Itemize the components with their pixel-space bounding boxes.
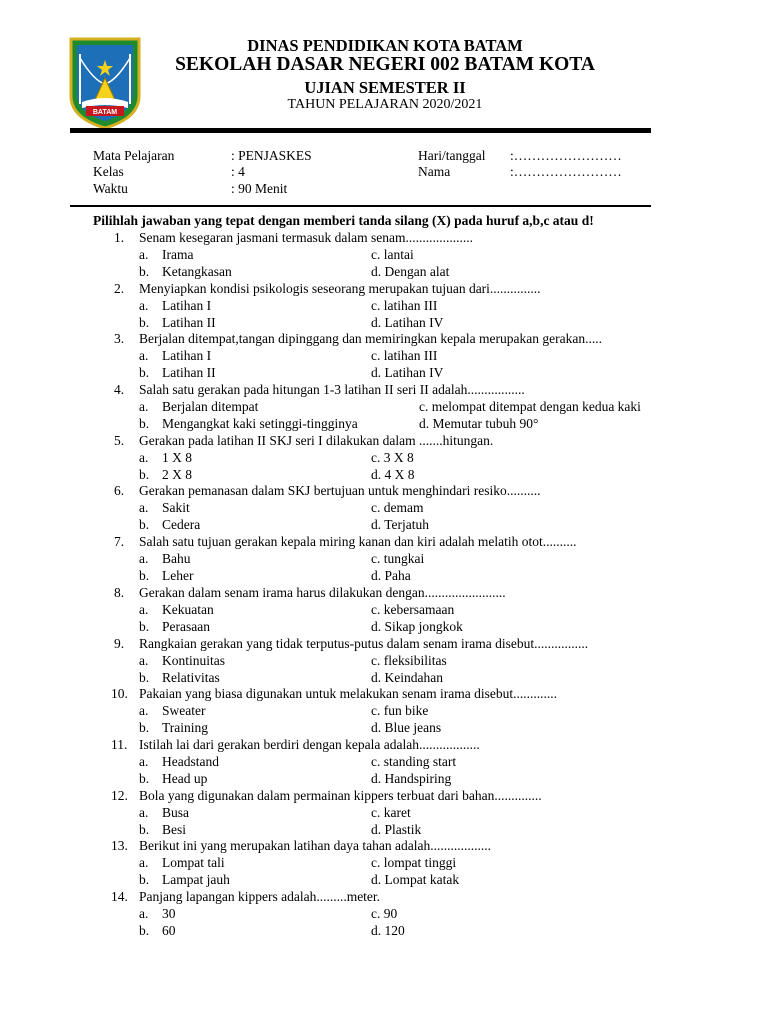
option-d[interactable]: d. Latihan IV — [371, 365, 444, 381]
option-b-letter[interactable]: b. — [139, 466, 150, 482]
question-text: Salah satu gerakan pada hitungan 1-3 latihan II seri II adalah................. — [139, 382, 525, 398]
option-a-letter[interactable]: a. — [139, 449, 149, 465]
option-d[interactable]: d. Lompat katak — [371, 872, 460, 888]
option-d[interactable]: d. Keindahan — [371, 669, 443, 685]
option-a-text: Kontinuitas — [162, 652, 225, 668]
option-c[interactable]: c. kebersamaan — [371, 601, 455, 617]
option-c[interactable]: c. karet — [371, 804, 411, 820]
info-divider — [70, 205, 651, 207]
class-value: : 4 — [231, 164, 245, 179]
question-number: 10. — [111, 686, 128, 702]
option-d[interactable]: d. Latihan IV — [371, 314, 444, 330]
option-b-letter[interactable]: b. — [139, 365, 150, 381]
option-b-text: Head up — [162, 770, 208, 786]
name-label: Nama — [418, 164, 451, 179]
option-b-letter[interactable]: b. — [139, 770, 150, 786]
option-c[interactable]: c. fun bike — [371, 703, 429, 719]
time-value: : 90 Menit — [231, 181, 288, 196]
option-b-letter[interactable]: b. — [139, 821, 150, 837]
option-b-letter[interactable]: b. — [139, 669, 150, 685]
question-item — [0, 281, 768, 332]
option-b-text: Lampat jauh — [162, 872, 230, 888]
question-number: 1. — [114, 230, 125, 245]
academic-year: TAHUN PELAJARAN 2020/2021 — [287, 97, 483, 112]
question-number: 4. — [114, 382, 125, 398]
option-b-letter[interactable]: b. — [139, 872, 150, 888]
option-b-text: Leher — [162, 568, 194, 584]
class-label: Kelas — [93, 164, 124, 179]
question-item — [0, 686, 768, 737]
question-text: Gerakan dalam senam irama harus dilakukan dengan........................ — [139, 584, 506, 600]
agency-title: DINAS PENDIDIKAN KOTA BATAM — [247, 36, 523, 55]
question-text: Senam kesegaran jasmani termasuk dalam senam.................... — [139, 230, 474, 245]
option-d[interactable]: d. Dengan alat — [371, 264, 450, 279]
header-divider — [70, 128, 651, 133]
instruction-text: Pilihlah jawaban yang tepat dengan memberi tanda silang (X) pada huruf a,b,c atau d! — [93, 213, 594, 228]
logo-text: BATAM — [92, 109, 118, 116]
batam-emblem-logo — [68, 36, 142, 130]
option-a-letter[interactable]: a. — [139, 652, 149, 668]
option-d[interactable]: d. Paha — [371, 568, 411, 584]
option-d[interactable]: d. Plastik — [371, 821, 422, 837]
option-c[interactable]: c. latihan III — [371, 348, 438, 364]
option-c[interactable]: c. fleksibilitas — [371, 652, 447, 668]
question-text: Pakaian yang biasa digunakan untuk melakukan senam irama disebut............. — [139, 686, 558, 702]
option-b-letter[interactable]: b. — [139, 314, 150, 330]
option-b-letter[interactable]: b. — [139, 264, 150, 279]
option-b-text: 2 X 8 — [162, 466, 192, 482]
question-item — [0, 534, 768, 585]
option-a-text: Irama — [162, 247, 194, 262]
option-a-text: Kekuatan — [162, 601, 214, 617]
question-text: Salah satu tujuan gerakan kepala miring kanan dan kiri adalah melatih otot.......... — [139, 534, 577, 550]
option-a-letter[interactable]: a. — [139, 297, 149, 313]
option-c[interactable]: c. demam — [371, 500, 424, 516]
option-a-text: Latihan I — [162, 348, 212, 364]
question-number: 8. — [114, 584, 125, 600]
option-b-text: Perasaan — [162, 618, 210, 634]
question-number: 14. — [111, 888, 128, 904]
question-text: Gerakan pada latihan II SKJ seri I dilakukan dalam .......hitungan. — [139, 432, 494, 448]
question-item — [0, 331, 768, 382]
option-a-text: 1 X 8 — [162, 449, 192, 465]
question-number: 12. — [111, 787, 128, 803]
question-number: 11. — [111, 736, 128, 752]
option-d[interactable]: d. Terjatuh — [371, 517, 430, 533]
question-number: 13. — [111, 838, 128, 854]
option-b-letter[interactable]: b. — [139, 720, 150, 736]
option-a-text: Busa — [162, 804, 189, 820]
question-item — [0, 838, 768, 889]
question-number: 5. — [114, 432, 125, 448]
question-text: Istilah lai dari gerakan berdiri dengan kepala adalah.................. — [139, 736, 480, 752]
option-d[interactable]: d. Blue jeans — [371, 720, 442, 736]
question-number: 9. — [114, 635, 125, 651]
question-item — [0, 889, 768, 940]
option-b-text: Relativitas — [162, 669, 220, 685]
option-a-letter[interactable]: a. — [139, 753, 149, 769]
option-a-text: 30 — [162, 905, 176, 921]
school-title: SEKOLAH DASAR NEGERI 002 BATAM KOTA — [175, 54, 595, 75]
option-d[interactable]: d. 4 X 8 — [371, 466, 415, 482]
option-a-letter[interactable]: a. — [139, 703, 149, 719]
question-item — [0, 788, 768, 839]
option-a-letter[interactable]: a. — [139, 551, 149, 567]
name-field[interactable]: :…………………… — [510, 164, 622, 179]
question-text: Menyiapkan kondisi psikologis seseorang merupakan tujuan dari............... — [139, 280, 541, 296]
option-a-letter[interactable]: a. — [139, 905, 149, 921]
option-c[interactable]: c. lantai — [371, 247, 414, 262]
option-a-letter[interactable]: a. — [139, 601, 149, 617]
question-text: Berjalan ditempat,tangan dipinggang dan memiringkan kepala merupakan gerakan..... — [139, 331, 602, 347]
option-a-letter[interactable]: a. — [139, 804, 149, 820]
question-text: Bola yang digunakan dalam permainan kippers terbuat dari bahan.............. — [139, 787, 542, 803]
option-a-text: Sakit — [162, 500, 190, 516]
option-c[interactable]: c. standing start — [371, 753, 457, 769]
question-item — [0, 433, 768, 484]
question-number: 7. — [114, 534, 125, 550]
option-b-text: Ketangkasan — [162, 264, 232, 279]
option-a-letter[interactable]: a. — [139, 500, 149, 516]
option-a-letter[interactable]: a. — [139, 348, 149, 364]
option-b-letter[interactable]: b. — [139, 517, 150, 533]
question-text: Rangkaian gerakan yang tidak terputus-putus dalam senam irama disebut................ — [139, 635, 589, 651]
option-b-text: Mengangkat kaki setinggi-tingginya — [162, 416, 358, 432]
question-item — [0, 230, 768, 281]
date-field[interactable]: :…………………… — [510, 148, 622, 163]
option-c[interactable]: c. 90 — [371, 905, 398, 921]
option-a-letter[interactable]: a. — [139, 855, 149, 871]
question-item — [0, 737, 768, 788]
option-a-text: Bahu — [162, 551, 191, 567]
option-b-text: Cedera — [162, 517, 201, 533]
option-b-letter[interactable]: b. — [139, 618, 150, 634]
option-a-text: Berjalan ditempat — [162, 399, 259, 415]
time-label: Waktu — [93, 181, 128, 196]
option-c[interactable]: c. latihan III — [371, 297, 438, 313]
option-b-text: Training — [162, 720, 209, 736]
question-number: 3. — [114, 331, 125, 347]
exam-title: UJIAN SEMESTER II — [304, 78, 466, 97]
question-text: Panjang lapangan kippers adalah.........meter. — [139, 888, 381, 904]
question-item — [0, 382, 768, 433]
option-d[interactable]: d. Handspiring — [371, 770, 452, 786]
subject-label: Mata Pelajaran — [93, 148, 175, 163]
question-text: Berikut ini yang merupakan latihan daya tahan adalah.................. — [139, 838, 492, 854]
option-c[interactable]: c. 3 X 8 — [371, 449, 414, 465]
option-c[interactable]: c. melompat ditempat dengan kedua kaki — [419, 399, 641, 415]
option-d[interactable]: d. Memutar tubuh 90° — [419, 416, 539, 432]
option-b-text: Latihan II — [162, 365, 216, 381]
option-a-text: Lompat tali — [162, 855, 225, 871]
option-a-text: Headstand — [162, 753, 219, 769]
option-b-letter[interactable]: b. — [139, 568, 150, 584]
option-a-letter[interactable]: a. — [139, 247, 149, 262]
question-item — [0, 483, 768, 534]
option-c[interactable]: c. lompat tinggi — [371, 855, 457, 871]
question-item — [0, 636, 768, 687]
question-number: 6. — [114, 483, 125, 499]
subject-value: : PENJASKES — [231, 148, 312, 163]
option-b-text: Besi — [162, 821, 187, 837]
option-a-text: Sweater — [162, 703, 206, 719]
option-a-letter[interactable]: a. — [139, 399, 149, 415]
option-c[interactable]: c. tungkai — [371, 551, 425, 567]
option-b-letter[interactable]: b. — [139, 922, 150, 938]
option-b-letter[interactable]: b. — [139, 416, 150, 432]
option-d[interactable]: d. 120 — [371, 922, 405, 938]
question-number: 2. — [114, 280, 125, 296]
question-list — [0, 230, 768, 940]
option-d[interactable]: d. Sikap jongkok — [371, 618, 463, 634]
date-label: Hari/tanggal — [418, 148, 486, 163]
question-item — [0, 585, 768, 636]
option-a-text: Latihan I — [162, 297, 212, 313]
question-text: Gerakan pemanasan dalam SKJ bertujuan untuk menghindari resiko.......... — [139, 483, 541, 499]
option-b-text: 60 — [162, 922, 176, 938]
option-b-text: Latihan II — [162, 314, 216, 330]
